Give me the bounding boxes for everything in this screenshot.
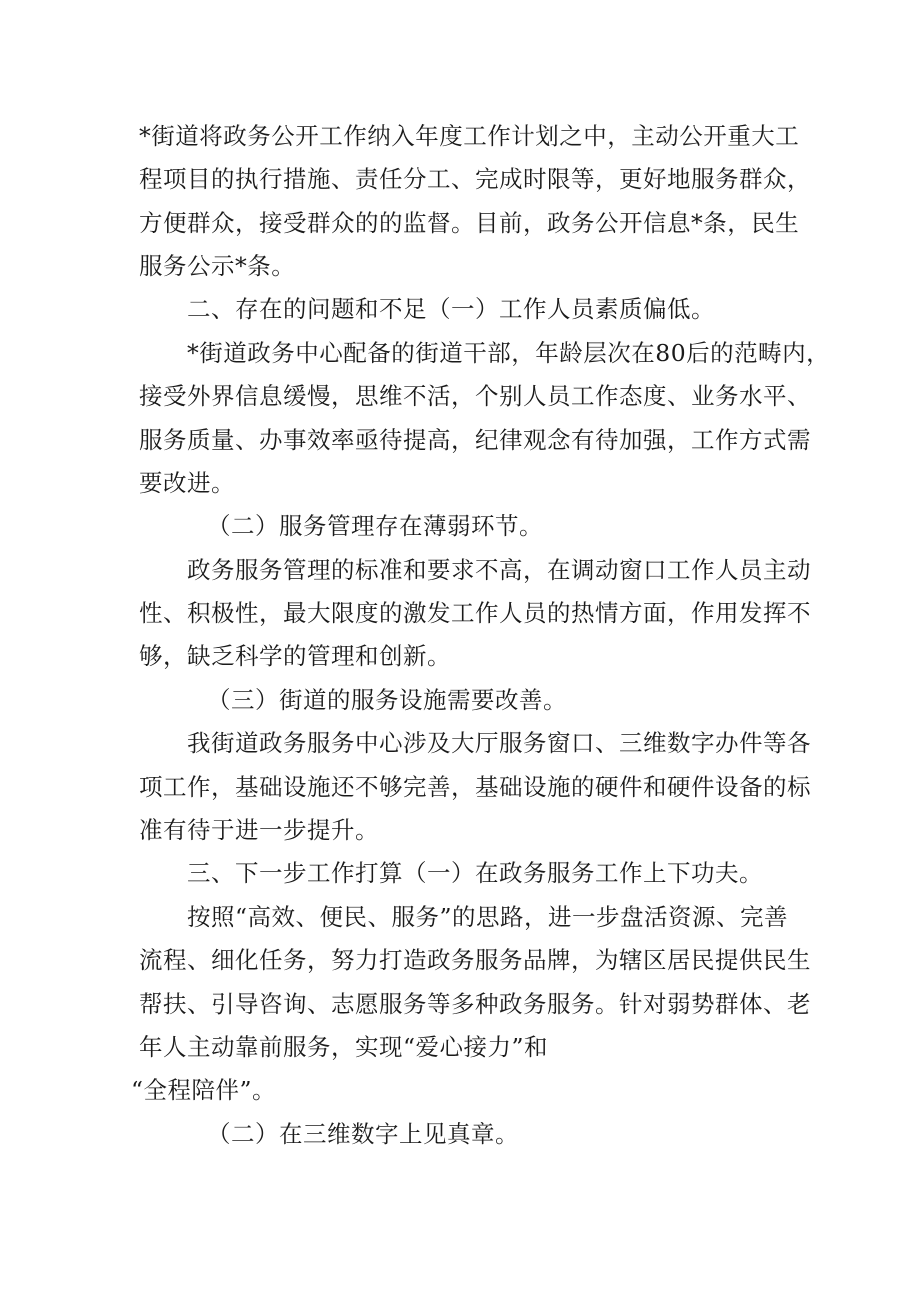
text-line: 项工作，基础设施还不够完善，基础设施的硬件和硬件设备的标 (139, 773, 811, 801)
section-heading: 三、下一步工作打算（一）在政务服务工作上下功夫。 (187, 859, 763, 887)
text-line: “全程陪伴”。 (131, 1076, 277, 1104)
section-heading: 二、存在的问题和不足（一）工作人员素质偏低。 (187, 295, 715, 323)
text-line: 帮扶、引导咨询、志愿服务等多种政务服务。针对弱势群体、老 (139, 990, 811, 1018)
text-line: 性、积极性，最大限度的激发工作人员的热情方面，作用发挥不 (139, 599, 811, 627)
text-line: 要改进。 (139, 469, 235, 497)
text-line: 按照“高效、便民、服务”的思路，进一步盘活资源、完善 (187, 903, 789, 931)
subsection-heading: （二）服务管理存在薄弱环节。 (207, 512, 543, 540)
text-line: 我街道政务服务中心涉及大厅服务窗口、三维数字办件等各 (187, 729, 811, 757)
text-line: *街道将政务公开工作纳入年度工作计划之中，主动公开重大工 (139, 122, 800, 150)
text-line: 够，缺乏科学的管理和创新。 (139, 642, 451, 670)
text-line: 服务公示*条。 (139, 252, 296, 280)
text-line: 接受外界信息缓慢，思维不活，个别人员工作态度、业务水平、 (139, 382, 811, 410)
text-line: 服务质量、办事效率亟待提高，纪律观念有待加强，工作方式需 (139, 426, 811, 454)
text-line: 流程、细化任务，努力打造政务服务品牌，为辖区居民提供民生 (139, 946, 811, 974)
subsection-heading: （二）在三维数字上见真章。 (207, 1120, 519, 1148)
text-line: 准有待于进一步提升。 (139, 816, 379, 844)
text-line: 程项目的执行措施、责任分工、完成时限等，更好地服务群众， (139, 165, 811, 193)
text-line: 年人主动靠前服务，实现“爱心接力”和 (139, 1033, 549, 1061)
subsection-heading: （三）街道的服务设施需要改善。 (207, 686, 567, 714)
text-line: 方便群众，接受群众的的监督。目前，政务公开信息*条，民生 (139, 209, 800, 237)
text-line: *街道政务中心配备的街道干部，年龄层次在80后的范畴内， (187, 339, 831, 367)
text-line: 政务服务管理的标准和要求不高，在调动窗口工作人员主动 (187, 556, 811, 584)
